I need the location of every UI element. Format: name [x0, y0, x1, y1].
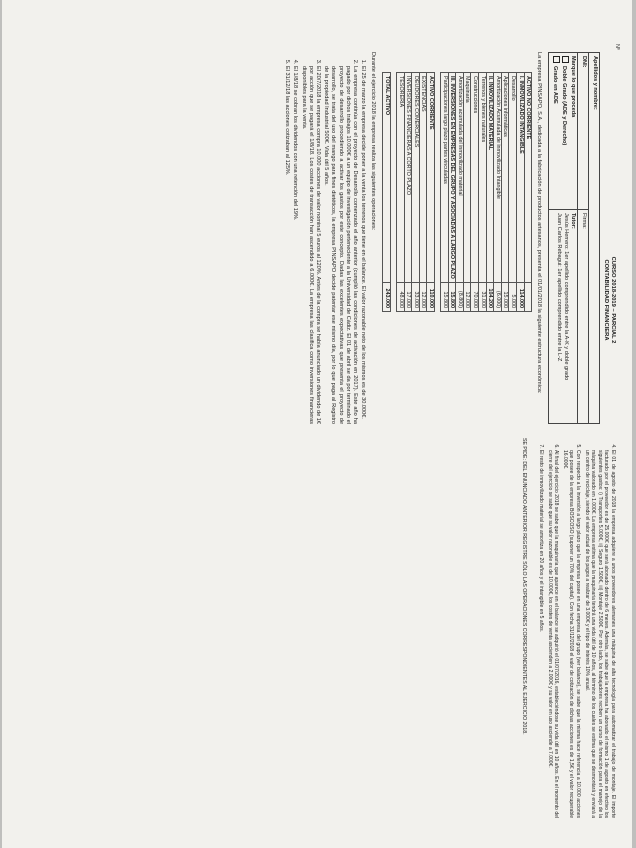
balance-row [517, 73, 525, 312]
balance-row [494, 73, 502, 312]
balance-value: 70.000 [471, 282, 479, 311]
exam-title-line1: CURSO 2018-2019 – PARCIAL 2 [610, 256, 616, 344]
balance-value: 104.200 [486, 282, 494, 311]
balance-label: INVERSIONES FINANCIERAS A CORTO PLAZO [404, 73, 412, 283]
exam-title [602, 170, 616, 430]
balance-value: 15.000 [501, 282, 509, 311]
balance-value: 15.800 [448, 282, 456, 311]
balance-value: 17.000 [404, 282, 412, 311]
balance-row [479, 73, 487, 312]
operation-item: 6. Al final del ejercicio 2018 se sabe que la maquinaria que aparece en el balance se adquirió el 01/07/2016, estableciéndose su vida útil en 10 años. En el momento del cierre del ejercicio se sabe que su valor razonable es de 10.000€, los costes de venta ascienden a 2.000€ y su valor en uso asciende a 7.000€. [546, 450, 559, 818]
balance-label: Amortización acumulada del inmovilizado material [456, 73, 464, 283]
balance-value [391, 282, 397, 311]
balance-value: 12.000 [463, 282, 471, 311]
tutor-2: Juan Carlos Rebagui: 1er apellido comprendido entre la L-Z [555, 213, 562, 362]
checkbox-icon[interactable] [553, 56, 560, 63]
balance-label: Maquinaria [463, 73, 471, 283]
tutor-cell [549, 210, 578, 424]
operation-item: 1. El 25 de marzo la empresa decide poner a la venta los terrenos que tiene en el balance. El valor razonable neto de los mismos es de 30.000€. [359, 66, 366, 424]
exam-paper [2, 0, 632, 848]
balance-row [456, 73, 464, 312]
balance-row [441, 73, 449, 312]
balance-gap-row [391, 73, 397, 312]
balance-value: 15.800 [441, 282, 449, 311]
operation-item: 4. El 01 de agosto de 2018 la empresa adquiere a unos proveedores alemanes una máquina de alta tecnología para automatizar el trabajo de montaje. El importe facturado por el proveedor es de 25.000€ que será abonado dentro de 6 meses. Además, se sabe que la empresa ha abonado el mismo 1 de agosto en efectivo los siguientes gastos: i) Transportes 5.000€, ii) Seguro 1.500€, iii) Montaje 2.500€. Por otro lado, los trabajadores reciben un curso de formación para el manejo de la máquina valorado en 1.000€. La empresa estima que la maquinaria tendrá una vida útil de 10 años, al término de los cuales se estima que se desmontará y enviará a un centro de reciclaje, siendo el valor actual de los pagos a realizar de 3.000€ y el tipo de interés 10% anual. [583, 450, 616, 818]
balance-label: Desarrollo [509, 73, 517, 283]
dni-cell[interactable] [578, 53, 589, 210]
number-label: Nº [614, 44, 620, 50]
signature-cell[interactable] [578, 210, 589, 424]
surname-label: Apellidos y nombre: [592, 56, 598, 110]
intro-text: La empresa PINSAPO, S.A., dedicada a la fabricación de productos artesanos, presenta el 01/01/2018 la siguiente estructura económica: [536, 52, 543, 394]
course-label: Marque lo que proceda [570, 56, 576, 118]
operation-item: 2. La empresa continúa con el proyecto de Desarrollo comenzado el año anterior (cumplió las condiciones de activación en 2017). Este año ha pagado por dichos trabajos 10.000€ a un equipo de investigación perteneciente a la Universidad de Cádiz. El 01 de abril se da por terminado el proyecto de desarrollo procediendo a activar los gastos por este concepto. Dadas las excelentes expectativas que presenta el proyecto de desarrollo, se trata del uso del mango para fines dietéticos, la empresa PINSAPO decide patentar ese mismo día, por lo que paga al Registro de la propiedad Industrial 500€. Vida útil 5 años. [322, 66, 358, 424]
exam-title-line2: CONTABILIDAD FINANCIERA [603, 259, 609, 341]
balance-label: III. INVERSIONES EN EMPRESAS DEL GRUPO Y ASOCIADAS A LARGO PLAZO [448, 73, 456, 283]
balance-label: DEUDORES COMERCIALES [412, 73, 420, 283]
balance-value: 33.000 [412, 282, 420, 311]
operations-list-right [537, 438, 616, 818]
course-cell [549, 53, 578, 210]
checkbox-icon[interactable] [562, 56, 569, 63]
balance-label [435, 73, 441, 283]
balance-row [383, 73, 391, 312]
balance-value: 5.000 [509, 282, 517, 311]
balance-label: EXISTENCIAS [419, 73, 427, 283]
balance-label: ACTIVO NO CORRIENTE [524, 73, 532, 283]
balance-value: 243.000 [383, 282, 391, 311]
balance-table [383, 72, 533, 312]
balance-row [412, 73, 420, 312]
balance-row [397, 73, 405, 312]
balance-label: Amortización Acumulada de inmovilizado Intangible [494, 73, 502, 283]
balance-label: TESORERÍA [397, 73, 405, 283]
balance-label: Participaciones largo plazo partes vinculadas [441, 73, 449, 283]
balance-row [471, 73, 479, 312]
balance-label: II. INMOVILIZADO MATERIAL [486, 73, 494, 283]
balance-row [404, 73, 412, 312]
balance-row [486, 73, 494, 312]
operations-list-left [283, 52, 366, 424]
balance-value [524, 282, 532, 311]
balance-value: 12.000 [419, 282, 427, 311]
balance-label: Construcciones [471, 73, 479, 283]
balance-row [419, 73, 427, 312]
operation-item: 7. El resto de inmovilizado material se amortiza en 20 años y el intangible en 5 años. [537, 450, 544, 818]
balance-label: ACTIVO CORRIENTE [427, 73, 435, 283]
balance-row [427, 73, 435, 312]
operation-item: 5. El 31/12/18 las acciones cotizaban al 125%. [283, 66, 290, 424]
balance-row [509, 73, 517, 312]
balance-label: Terrenos y bienes naturales [479, 73, 487, 283]
balance-label: TOTAL ACTIVO [383, 73, 391, 283]
task-statement: SE PIDE: DEL ENUNCIADO ANTERIOR REGISTRE SÓLO LAS OPERACIONES CORRESPONDIENTES AL EJERCICIO 2018. [521, 438, 528, 735]
surname-cell[interactable] [589, 53, 600, 424]
balance-value: (8.800) [456, 282, 464, 311]
balance-value [435, 282, 441, 311]
during-title: Durante el ejercicio 2018 la empresa realiza las siguientes operaciones: [370, 52, 377, 231]
balance-row [524, 73, 532, 312]
option-double-degree[interactable]: Doble Grado (ADE y Derecho) [560, 56, 569, 206]
balance-value: 110.000 [427, 282, 435, 311]
left-column [282, 44, 620, 424]
rotated-page [2, 0, 632, 848]
balance-label [391, 73, 397, 283]
balance-value: 31.000 [479, 282, 487, 311]
balance-row [501, 73, 509, 312]
tutor-label: Tutor: [570, 213, 576, 229]
option-ade[interactable]: Grado en ADE [550, 56, 559, 206]
balance-value: 114.000 [517, 282, 525, 311]
balance-label: Aplicaciones informáticas [501, 73, 509, 283]
tutor-1: Jesús Herrero: 1er apellido comprendido entre la A-K y doble grado [562, 213, 569, 381]
signature-label: Firma: [581, 213, 587, 229]
operation-item: 5. Con respecto a la inversión a largo plazo que la empresa posee en una empresa del grupo (ver balance), se sabe que la misma hace referencia a 10.000 acciones que posee de la empresa BOSCOSO (suponer un 70% del capital). Con fecha 31/12/2018 el valor de cotización de dichas acciones es de 1,5€ y el valor recuperable 16.000€. [561, 450, 581, 818]
balance-row [448, 73, 456, 312]
operation-item: 4. El 1/8/18 se cobran los dividendos con una retención del 19%. [291, 66, 298, 424]
student-id-box [548, 52, 600, 424]
balance-row [463, 73, 471, 312]
operation-item: 3. El 20/7/2018 la empresa compra 10.000 acciones de valor nominal 5 euros al 120%. Antes de la compra se había anunciado un dividendo de 1€ por acción que se pagará el 1/8/18. Los costes de transacción han ascendido a 6.000€. La empresa las clasifica como inversiones financieras disponibles para la venta. [299, 66, 321, 424]
balance-label: I. INMOVILIZADO INTANGIBLE [517, 73, 525, 283]
balance-value: 48.000 [397, 282, 405, 311]
right-column [521, 438, 616, 818]
dni-label: DNI: [581, 56, 587, 68]
balance-gap-row [435, 73, 441, 312]
balance-value: (6.000) [494, 282, 502, 311]
